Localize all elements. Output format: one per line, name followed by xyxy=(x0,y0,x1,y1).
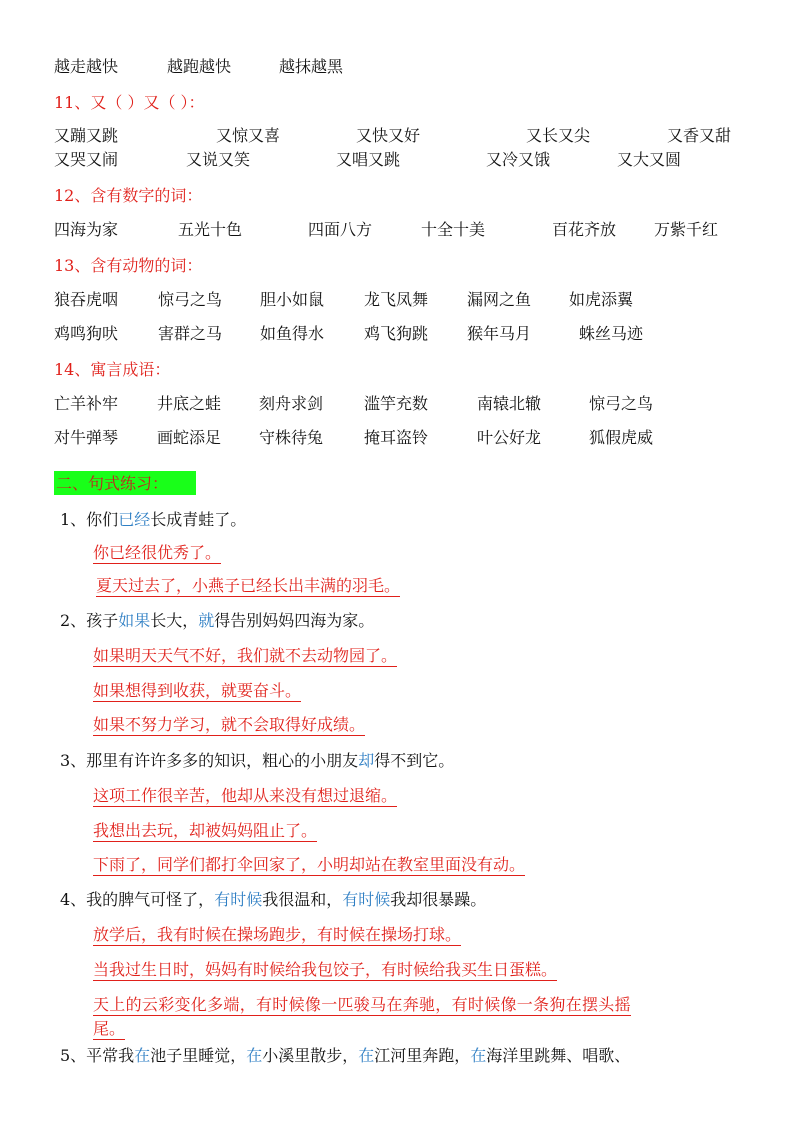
word: 惊弓之鸟 xyxy=(158,290,223,309)
word: 又大又圆 xyxy=(617,150,682,169)
word: 叶公好龙 xyxy=(477,428,542,447)
word: 又唱又跳 xyxy=(336,150,401,169)
example-text: 如果明天天气不好，我们就不去动物园了。 xyxy=(93,646,398,665)
sentence-text: 池子里睡觉， xyxy=(150,1046,247,1065)
keyword: 已经 xyxy=(118,510,151,529)
heading-13: 13、含有动物的词： xyxy=(54,256,203,275)
word: 五光十色 xyxy=(178,220,243,239)
word: 猴年马月 xyxy=(467,324,532,343)
sentence-4 xyxy=(60,889,486,911)
word: 越走越快 xyxy=(54,57,119,76)
word: 十全十美 xyxy=(421,220,486,239)
example-text: 下雨了，同学们都打伞回家了，小明却站在教室里面没有动。 xyxy=(93,855,526,874)
example-line xyxy=(93,714,365,736)
example-text: 夏天过去了，小燕子已经长出丰满的羽毛。 xyxy=(96,576,401,595)
example-text: 你已经很优秀了。 xyxy=(93,543,222,562)
keyword: 如果 xyxy=(118,611,151,630)
sentence-3 xyxy=(60,750,454,772)
example-line xyxy=(93,645,397,667)
word: 狼吞虎咽 xyxy=(54,290,119,309)
keyword: 在 xyxy=(134,1046,151,1065)
example-text: 如果不努力学习，就不会取得好成绩。 xyxy=(93,715,366,734)
example-line xyxy=(93,924,461,946)
example-text: 当我过生日时，妈妈有时候给我包饺子，有时候给我买生日蛋糕。 xyxy=(93,960,558,979)
keyword: 有时候 xyxy=(214,890,263,909)
sentence-text: 我很温和， xyxy=(262,890,343,909)
word: 如鱼得水 xyxy=(260,324,325,343)
word: 鸡鸣狗吠 xyxy=(54,324,119,343)
keyword: 就 xyxy=(198,611,215,630)
sentence-text: 得告别妈妈四海为家。 xyxy=(214,611,375,630)
section-heading: 二、句式练习： xyxy=(56,474,169,493)
example-line xyxy=(93,785,397,807)
word: 亡羊补牢 xyxy=(54,394,119,413)
example-text: 我想出去玩，却被妈妈阻止了。 xyxy=(93,821,318,840)
word: 漏网之鱼 xyxy=(467,290,532,309)
sentence-5 xyxy=(60,1045,630,1067)
keyword: 却 xyxy=(358,751,375,770)
example-text: 这项工作很辛苦，他却从来没有想过退缩。 xyxy=(93,786,398,805)
word: 鸡飞狗跳 xyxy=(364,324,429,343)
word: 龙飞凤舞 xyxy=(364,290,429,309)
word: 刻舟求剑 xyxy=(259,394,324,413)
word: 害群之马 xyxy=(158,324,223,343)
example-text: 天上的云彩变化多端，有时候像一匹骏马在奔驰，有时候像一条狗在摆头摇 xyxy=(93,995,631,1014)
word: 又冷又饿 xyxy=(486,150,551,169)
word: 又惊又喜 xyxy=(216,126,281,145)
example-line xyxy=(93,994,631,1016)
sentence-text: 2、孩子 xyxy=(60,611,119,630)
example-line xyxy=(93,680,301,702)
word: 又蹦又跳 xyxy=(54,126,119,145)
example-text: 放学后，我有时候在操场跑步，有时候在操场打球。 xyxy=(93,925,462,944)
example-line xyxy=(93,959,557,981)
sentence-text: 3、那里有许许多多的知识，粗心的小朋友 xyxy=(60,751,359,770)
word: 滥竽充数 xyxy=(364,394,429,413)
word: 越跑越快 xyxy=(167,57,232,76)
sentence-text: 我却很暴躁。 xyxy=(390,890,487,909)
word: 百花齐放 xyxy=(552,220,617,239)
keyword: 在 xyxy=(358,1046,375,1065)
example-line xyxy=(93,542,221,564)
word: 画蛇添足 xyxy=(157,428,222,447)
word: 守株待兔 xyxy=(259,428,324,447)
example-line xyxy=(96,575,400,597)
heading-11: 11、又（ ）又（ ）： xyxy=(54,93,205,112)
word: 又说又笑 xyxy=(186,150,251,169)
sentence-text: 长成青蛙了。 xyxy=(150,510,247,529)
keyword: 有时候 xyxy=(342,890,391,909)
word: 万紫千红 xyxy=(654,220,719,239)
word: 南辕北辙 xyxy=(477,394,542,413)
word: 越抹越黑 xyxy=(279,57,344,76)
heading-12: 12、含有数字的词： xyxy=(54,186,203,205)
word: 四面八方 xyxy=(308,220,373,239)
sentence-text: 得不到它。 xyxy=(374,751,455,770)
example-text: 尾。 xyxy=(93,1019,126,1038)
heading-14: 14、寓言成语： xyxy=(54,360,171,379)
sentence-1 xyxy=(60,509,246,531)
sentence-text: 海洋里跳舞、唱歌、 xyxy=(486,1046,631,1065)
sentence-text: 1、你们 xyxy=(60,510,119,529)
word: 惊弓之鸟 xyxy=(589,394,654,413)
word: 如虎添翼 xyxy=(569,290,634,309)
word: 又快又好 xyxy=(356,126,421,145)
word: 井底之蛙 xyxy=(157,394,222,413)
sentence-text: 长大， xyxy=(150,611,199,630)
sentence-2 xyxy=(60,610,374,632)
word: 狐假虎威 xyxy=(589,428,654,447)
sentence-text: 小溪里散步， xyxy=(262,1046,359,1065)
word: 又哭又闹 xyxy=(54,150,119,169)
sentence-text: 5、平常我 xyxy=(60,1046,135,1065)
word: 又长又尖 xyxy=(526,126,591,145)
keyword: 在 xyxy=(246,1046,263,1065)
word: 掩耳盗铃 xyxy=(364,428,429,447)
word: 蛛丝马迹 xyxy=(579,324,644,343)
keyword: 在 xyxy=(470,1046,487,1065)
example-text: 如果想得到收获，就要奋斗。 xyxy=(93,681,302,700)
example-line xyxy=(93,1018,125,1040)
sentence-text: 4、我的脾气可怪了， xyxy=(60,890,215,909)
example-line xyxy=(93,820,317,842)
sentence-text: 江河里奔跑， xyxy=(374,1046,471,1065)
example-line xyxy=(93,854,525,876)
word: 胆小如鼠 xyxy=(260,290,325,309)
word: 又香又甜 xyxy=(667,126,732,145)
word: 对牛弹琴 xyxy=(54,428,119,447)
word: 四海为家 xyxy=(54,220,119,239)
